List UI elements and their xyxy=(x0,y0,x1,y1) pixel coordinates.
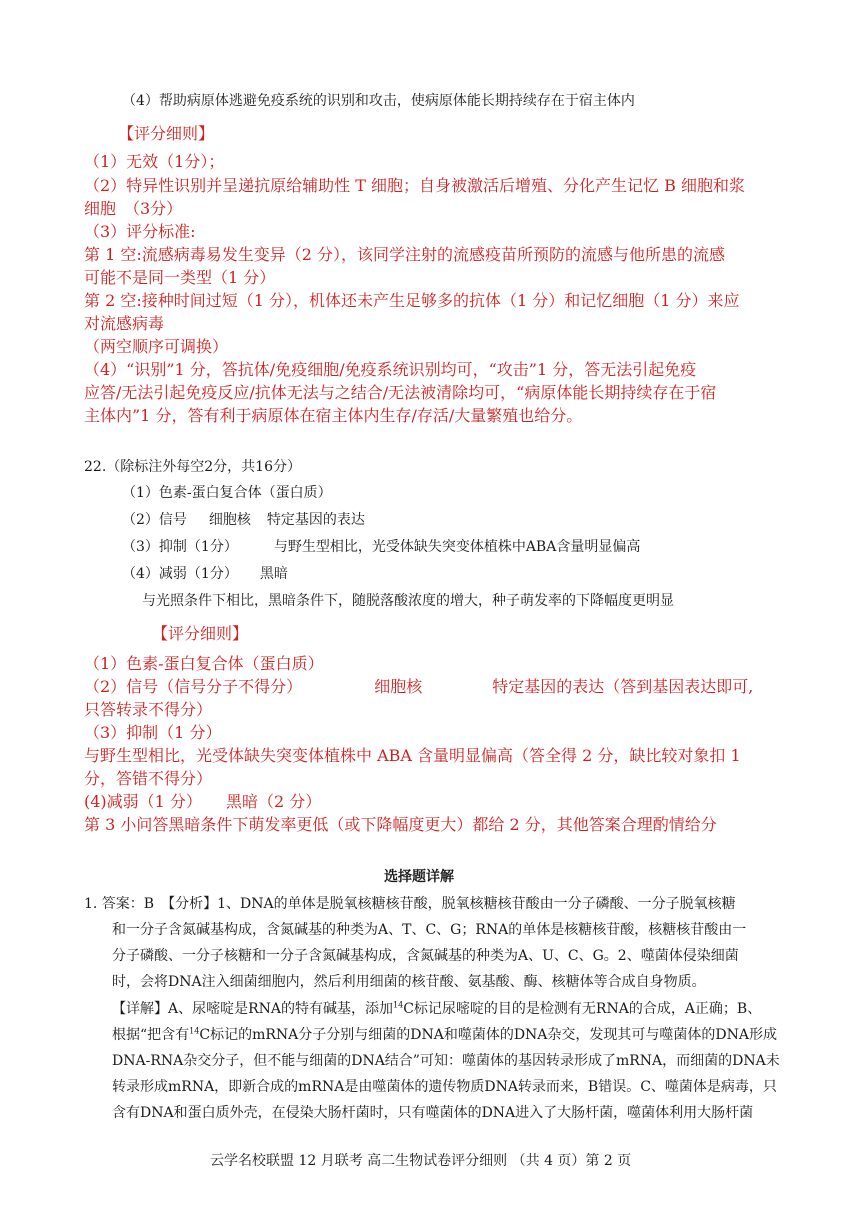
q22-answer-2-part2: 细胞核 xyxy=(208,512,251,528)
rubric-22-2 xyxy=(84,674,753,697)
q22-answer-3-part1: （3）抑制（1分） xyxy=(122,539,238,555)
rubric-21-4-line1: （4）“识别”1 分，答抗体/免疫细胞/免疫系统识别均可，“攻击”1 分，答无法引起免疫 xyxy=(84,360,697,379)
q22-answer-2 xyxy=(122,509,365,529)
choice-1-line6-part2: C标记的mRNA分子分别与细菌的DNA和噬菌体的DNA杂交，发现其可与噬菌体的DNA形成 xyxy=(199,1027,778,1043)
choice-section-heading: 选择题详解 xyxy=(384,869,454,885)
choice-1-line5 xyxy=(112,998,761,1018)
rubric-21-4-line2: 应答/无法引起免疫反应/抗体无法与之结合/无法被清除均可，“病原体能长期持续存在于宿 xyxy=(84,383,717,402)
choice-1-line1: 1. 答案：B 【分析】1、DNA的单体是脱氧核糖核苷酸，脱氧核糖核苷酸由一分子磷酸、一分子脱氧核糖 xyxy=(84,896,736,912)
choice-1-line5-part2: C标记尿嘧啶的目的是检测有无RNA的合成，A正确；B、 xyxy=(403,1001,762,1017)
rubric-22-4-note: 第 3 小问答黑暗条件下萌发率更低（或下降幅度更大）都给 2 分，其他答案合理酌情给分 xyxy=(84,815,717,834)
rubric-22-4 xyxy=(84,789,321,812)
choice-1-line2: 和一分子含氮碱基构成，含氮碱基的种类为A、T、C、G；RNA的单体是核糖核苷酸，核糖核苷酸由一 xyxy=(112,922,747,938)
rubric-21-2-line1: （2）特异性识别并呈递抗原给辅助性 T 细胞；自身被激活后增殖、分化产生记忆 B 细胞和浆 xyxy=(84,176,745,195)
rubric-header-22: 【评分细则】 xyxy=(152,624,249,643)
q22-answer-4-part1: （4）减弱（1分） xyxy=(122,566,238,582)
choice-1-line5-part1: 【详解】A、尿嘧啶是RNA的特有碱基，添加 xyxy=(112,1001,394,1017)
rubric-22-2-part1: （2）信号（信号分子不得分） xyxy=(84,677,303,696)
choice-1-line4: 时，会将DNA注入细菌细胞内，然后利用细菌的核苷酸、氨基酸、酶、核糖体等合成自身物质。 xyxy=(112,974,706,990)
q22-answer-3 xyxy=(122,536,640,556)
rubric-22-4-part1: (4)减弱（1 分） xyxy=(84,792,202,811)
rubric-21-3-note: （两空顺序可调换） xyxy=(84,337,229,356)
q22-answer-3-part2: 与野生型相比，光受体缺失突变体植株中ABA含量明显偏高 xyxy=(273,539,641,555)
rubric-21-2-line2: 细胞 （3分） xyxy=(84,199,183,218)
q22-answer-4-part2: 黑暗 xyxy=(259,566,288,582)
choice-1-line3: 分子磷酸、一分子核糖和一分子含氮碱基构成，含氮碱基的种类为A、U、C、G。2、噬菌体侵染细菌 xyxy=(112,948,739,964)
rubric-22-3-line1: 与野生型相比，光受体缺失突变体植株中 ABA 含量明显偏高（答全得 2 分，缺比较对象扣 1 xyxy=(84,746,741,765)
choice-1-line9: 含有DNA和蛋白质外壳，在侵染大肠杆菌时，只有噬菌体的DNA进入了大肠杆菌，噬菌体利用大肠杆菌 xyxy=(112,1105,754,1121)
isotope-superscript: 14 xyxy=(393,1000,404,1010)
rubric-21-3: （3）评分标准: xyxy=(84,222,196,241)
rubric-22-2-part3: 特定基因的表达（答到基因表达即可, xyxy=(492,677,754,696)
rubric-21-3-blank1-line2: 可能不是同一类型（1 分） xyxy=(84,268,276,287)
choice-1-line6 xyxy=(112,1024,777,1044)
isotope-superscript: 14 xyxy=(189,1026,200,1036)
q22-title: 22.（除标注外每空2分，共16分） xyxy=(84,459,301,475)
rubric-21-1: （1）无效（1分）； xyxy=(84,152,225,171)
rubric-22-2-line2: 只答转录不得分） xyxy=(84,700,213,719)
rubric-22-3: （3）抑制（1 分） xyxy=(84,723,222,742)
rubric-21-3-blank1-line1: 第 1 空:流感病毒易发生变异（2 分），该同学注射的流感疫苗所预防的流感与他所患的流感 xyxy=(84,245,726,264)
q22-answer-2-part1: （2）信号 xyxy=(122,512,187,528)
rubric-22-3-line2: 分，答错不得分） xyxy=(84,769,213,788)
q22-answer-4 xyxy=(122,563,288,583)
page-footer: 云学名校联盟 12 月联考 高二生物试卷评分细则 （共 4 页）第 2 页 xyxy=(210,1153,632,1169)
rubric-22-4-part2: 黑暗（2 分） xyxy=(225,792,322,811)
rubric-22-1: （1）色素-蛋白复合体（蛋白质） xyxy=(84,654,324,673)
rubric-21-3-blank2-line1: 第 2 空:接种时间过短（1 分），机体还未产生足够多的抗体（1 分）和记忆细胞（1 分）来应 xyxy=(84,291,740,310)
choice-1-line6-part1: 根据“把含有 xyxy=(112,1027,190,1043)
q22-answer-1: （1）色素-蛋白复合体（蛋白质） xyxy=(122,485,332,501)
q21-answer-4: （4）帮助病原体逃避免疫系统的识别和攻击，使病原体能长期持续存在于宿主体内 xyxy=(122,93,635,109)
q22-answer-2-part3: 特定基因的表达 xyxy=(266,512,365,528)
rubric-header-21: 【评分细则】 xyxy=(118,124,215,143)
q22-answer-4-explanation: 与光照条件下相比，黑暗条件下，随脱落酸浓度的增大，种子萌发率的下降幅度更明显 xyxy=(142,593,674,609)
rubric-22-2-part2: 细胞核 xyxy=(374,677,423,696)
rubric-21-4-line3: 主体内”1 分，答有利于病原体在宿主体内生存/存活/大量繁殖也给分。 xyxy=(84,406,583,425)
rubric-21-3-blank2-line2: 对流感病毒 xyxy=(84,314,165,333)
choice-1-line7: DNA-RNA杂交分子，但不能与细菌的DNA结合”可知：噬菌体的基因转录形成了mRNA，而细菌的DNA未 xyxy=(112,1053,780,1069)
choice-1-line8: 转录形成mRNA，即新合成的mRNA是由噬菌体的遗传物质DNA转录而来，B错误。C、噬菌体是病毒，只 xyxy=(112,1079,777,1095)
